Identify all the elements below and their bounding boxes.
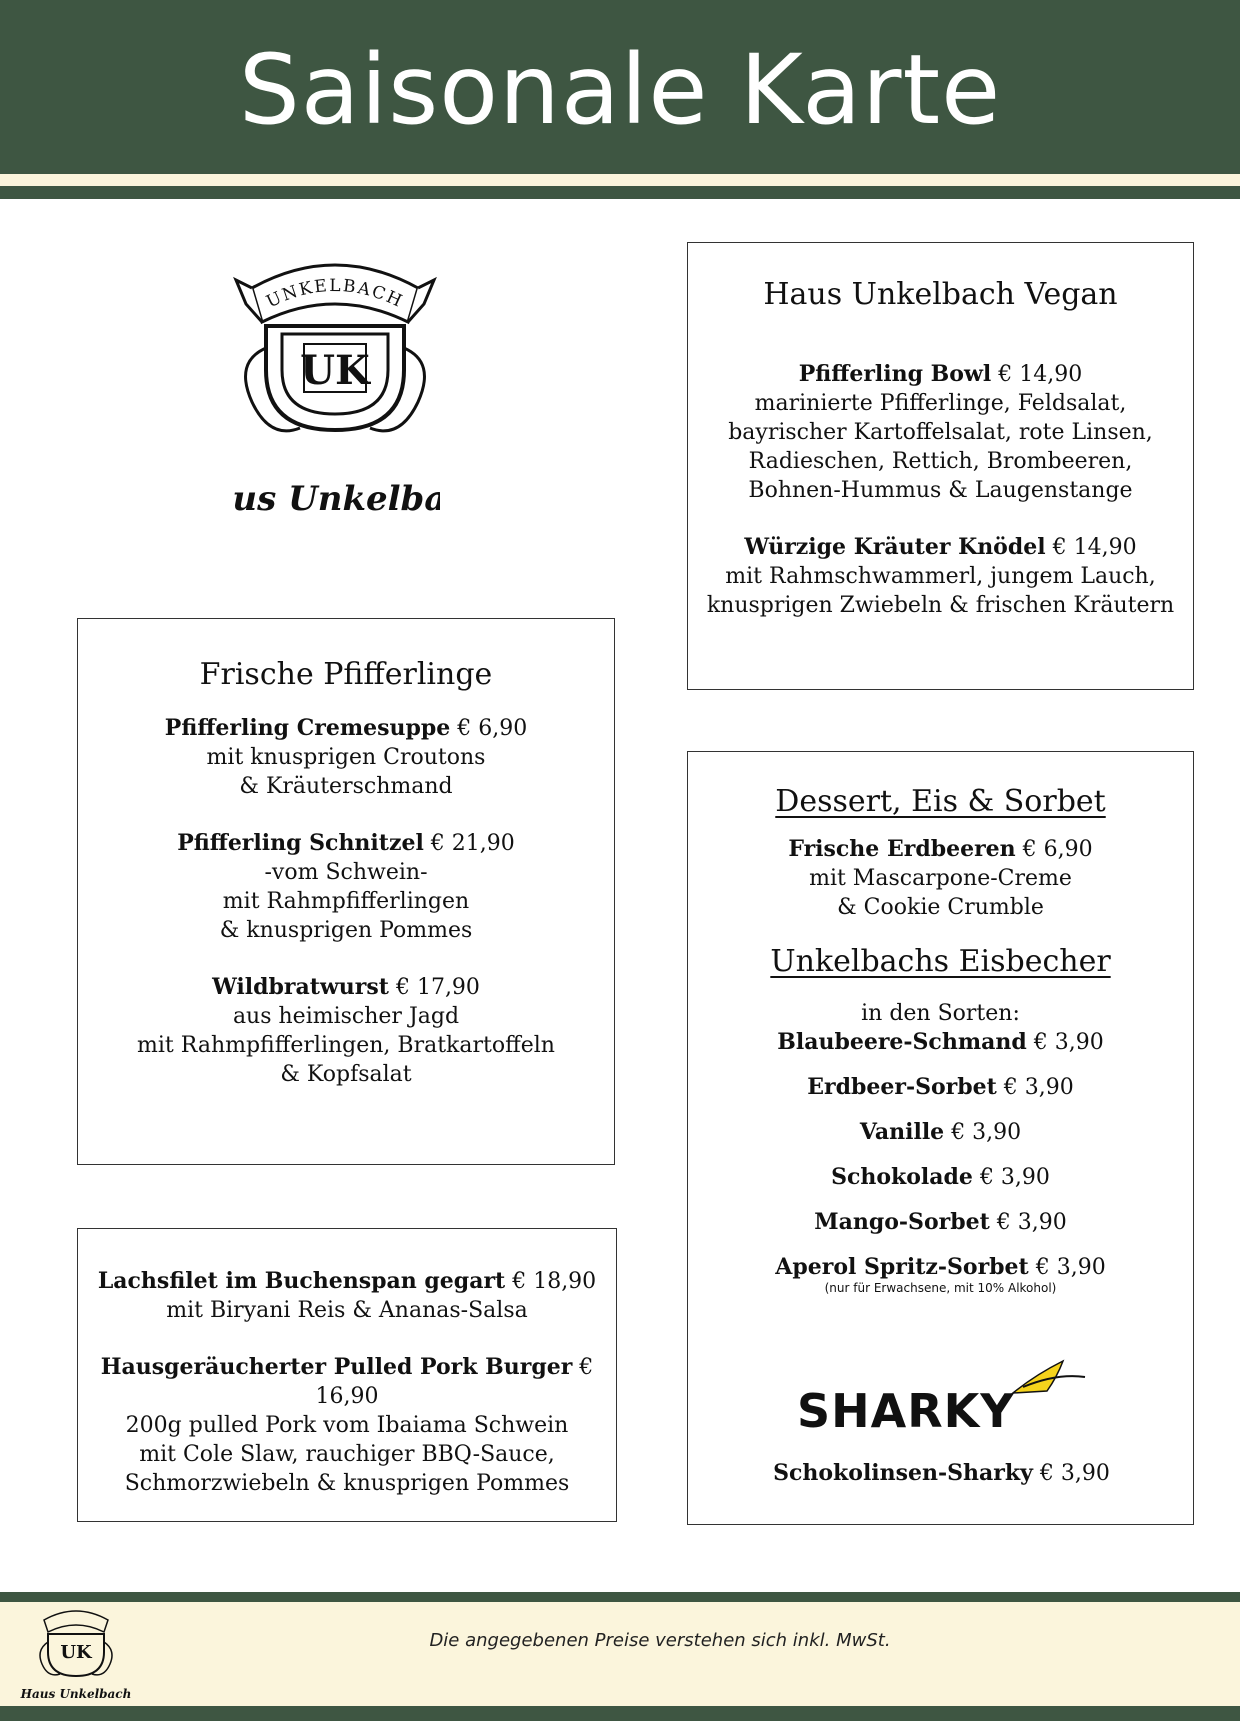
item-description: Schmorzwiebeln & knusprigen Pommes [124, 1471, 570, 1496]
item-description: Bohnen-Hummus & Laugenstange [748, 478, 1133, 503]
aperol-age-note: (nur für Erwachsene, mit 10% Alkohol) [824, 1281, 1057, 1295]
item-name: Würzige Kräuter Knödel [744, 534, 1046, 560]
header-divider-green [0, 186, 1240, 199]
unkelbach-crest-small-icon [20, 1606, 132, 1704]
eisbecher-section-title: Unkelbachs Eisbecher [770, 944, 1111, 979]
sorte-item [688, 1065, 1193, 1110]
footer-bar [0, 1602, 1240, 1706]
sorte-item [688, 1020, 1193, 1065]
menu-item [78, 1353, 616, 1498]
item-name: Pfifferling Schnitzel [177, 830, 424, 856]
item-description: mit knusprigen Croutons [206, 745, 486, 770]
menu-item [78, 973, 614, 1089]
sorte-name: Vanille [859, 1119, 945, 1145]
item-price: € 6,90 [1022, 837, 1093, 862]
header-divider-cream [0, 174, 1240, 186]
footer-bottom-stripe [0, 1706, 1240, 1721]
item-description: & knusprigen Pommes [219, 918, 473, 943]
item-description: marinierte Pfifferlinge, Feldsalat, [754, 391, 1127, 416]
menu-item [78, 829, 614, 945]
item-price: € 21,90 [430, 831, 515, 856]
footer-logo [20, 1606, 132, 1704]
item-name: Lachsfilet im Buchenspan gegart [97, 1268, 506, 1294]
header-bar [0, 0, 1240, 174]
sorte-name: Mango-Sorbet [814, 1209, 990, 1235]
item-description: & Cookie Crumble [837, 895, 1044, 920]
item-price: € 17,90 [395, 975, 480, 1000]
sorte-item [688, 1155, 1193, 1200]
item-description: & Kräuterschmand [239, 774, 453, 799]
sorte-price: € 3,90 [951, 1120, 1022, 1145]
svg-text:Haus Unkelbach: Haus Unkelbach [20, 1687, 132, 1701]
vegan-menu-box [687, 242, 1194, 690]
menu-item [688, 835, 1193, 922]
pfifferlinge-section-title: Frische Pfifferlinge [199, 657, 493, 692]
svg-text:UK: UK [60, 1642, 92, 1663]
menu-item [78, 1267, 616, 1325]
sharky-logo [795, 1355, 1085, 1438]
item-name: Pfifferling Cremesuppe [164, 715, 451, 741]
sorte-price: € 3,90 [1033, 1030, 1104, 1055]
sharky-menu-item [688, 1459, 1195, 1488]
price-notice: Die angegebenen Preise verstehen sich inkl. MwSt. [429, 1630, 891, 1651]
item-description: mit Biryani Reis & Ananas-Salsa [166, 1298, 528, 1323]
item-price: € 14,90 [998, 362, 1083, 387]
sorte-name: Erdbeer-Sorbet [807, 1074, 997, 1100]
page-title: Saisonale Karte [238, 34, 1002, 146]
item-name: Schokolinsen-Sharky [773, 1460, 1033, 1486]
sorte-price: € 3,90 [1003, 1075, 1074, 1100]
menu-item [688, 360, 1193, 505]
dessert-section-title: Dessert, Eis & Sorbet [775, 784, 1106, 819]
item-price: € 3,90 [1039, 1461, 1110, 1486]
item-name: Frische Erdbeeren [788, 836, 1016, 862]
item-description: aus heimischer Jagd [232, 1004, 460, 1029]
item-description: & Kopfsalat [280, 1062, 412, 1087]
item-name: Wildbratwurst [212, 974, 389, 1000]
pfifferlinge-menu-box [77, 618, 615, 1165]
sorte-item [688, 1200, 1193, 1245]
unkelbach-crest-icon [230, 252, 440, 552]
item-description: mit Rahmschwammerl, jungem Lauch, [725, 564, 1156, 589]
item-price: € 16,90 [315, 1355, 594, 1409]
item-description: mit Cole Slaw, rauchiger BBQ-Sauce, [139, 1442, 555, 1467]
sorte-name: Blaubeere-Schmand [777, 1029, 1027, 1055]
sorte-price: € 3,90 [996, 1210, 1067, 1235]
item-description: knusprigen Zwiebeln & frischen Kräutern [706, 593, 1175, 618]
item-description: Radieschen, Rettich, Brombeeren, [748, 449, 1133, 474]
vegan-section-title: Haus Unkelbach Vegan [763, 277, 1118, 312]
item-price: € 6,90 [457, 716, 528, 741]
svg-text:UK: UK [300, 347, 370, 394]
footer-divider [0, 1592, 1240, 1602]
sorte-item [688, 1110, 1193, 1155]
sorte-name: Aperol Spritz-Sorbet [775, 1254, 1029, 1280]
item-description: mit Rahmpfifferlingen, Bratkartoffeln [137, 1033, 555, 1058]
haus-unkelbach-logo [230, 252, 440, 552]
sorte-price: € 3,90 [1035, 1255, 1106, 1280]
item-description: -vom Schwein- [264, 860, 428, 885]
item-price: € 18,90 [512, 1269, 597, 1294]
menu-item [78, 714, 614, 801]
item-description: mit Mascarpone-Creme [809, 866, 1072, 891]
item-description: bayrischer Kartoffelsalat, rote Linsen, [728, 420, 1153, 445]
svg-text:UNKELBACH: UNKELBACH [263, 275, 407, 313]
item-description: mit Rahmpfifferlingen [222, 889, 470, 914]
sorte-price: € 3,90 [979, 1165, 1050, 1190]
item-description: 200g pulled Pork vom Ibaiama Schwein [125, 1413, 569, 1438]
sharky-wordmark: SHARKY [797, 1384, 1015, 1438]
sorte-name: Schokolade [831, 1164, 973, 1190]
item-price: € 14,90 [1052, 535, 1137, 560]
svg-text:Haus Unkelbach: us Unkelb [232, 479, 425, 519]
mains-menu-box [77, 1228, 617, 1522]
eis-intro-text: in den Sorten: [861, 1001, 1020, 1026]
menu-item [688, 533, 1193, 620]
item-name: Pfifferling Bowl [798, 361, 992, 387]
item-name: Hausgeräucherter Pulled Pork Burger [100, 1354, 573, 1380]
